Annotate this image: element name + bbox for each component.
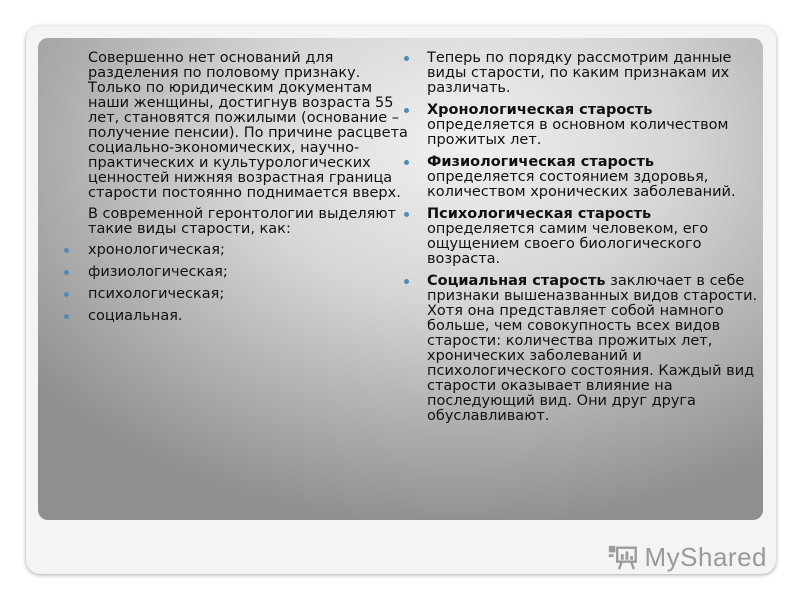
myshared-watermark xyxy=(607,540,767,574)
list-item xyxy=(427,103,763,148)
list-item xyxy=(427,207,763,267)
term: Социальная старость xyxy=(427,273,606,289)
presentation-board-icon xyxy=(607,542,639,572)
list-item: хронологическая; xyxy=(88,243,410,258)
right-column xyxy=(427,51,763,431)
term: Хронологическая старость xyxy=(427,102,653,118)
list-item xyxy=(427,51,763,96)
list-item xyxy=(427,155,763,200)
old-age-descriptions-list xyxy=(427,51,763,424)
list-item: физиологическая; xyxy=(88,265,410,280)
old-age-types-list xyxy=(88,243,410,324)
list-item: социальная. xyxy=(88,309,410,324)
description: определяется состоянием здоровья, количеством хронических заболеваний. xyxy=(427,169,736,200)
left-column xyxy=(88,51,410,331)
description: определяется в основном количеством прожитых лет. xyxy=(427,117,729,148)
description: заключает в себе признаки вышеназванных видов старости. Хотя она представляет собой намного больше, чем совокупность всех видов старости: количества прожитых лет, хронических заболеваний и психологического состояния. Каждый вид старости оказывает влияние на последующий вид. Они друг друга обуславливают. xyxy=(427,273,758,424)
intro-paragraph: Совершенно нет оснований для разделения по половому признаку. Только по юридическим документам наши женщины, достигнув возраста 55 лет, становятся пожилыми (основание – получение пенсии). По причине расцвета социально-экономических, научно-практических и культурологических ценностей нижняя возрастная граница старости постоянно поднимается вверх. xyxy=(88,50,408,201)
lead-in-paragraph: В современной геронтологии выделяют такие виды старости, как: xyxy=(88,206,397,237)
list-item: психологическая; xyxy=(88,287,410,302)
term: Психологическая старость xyxy=(427,206,652,222)
list-item xyxy=(427,274,763,424)
description: определяется самим человеком, его ощущением своего биологического возраста. xyxy=(427,221,709,267)
description: Теперь по порядку рассмотрим данные виды старости, по каким признакам их различать. xyxy=(427,50,732,96)
watermark-text: MyShared xyxy=(644,541,767,572)
term: Физиологическая старость xyxy=(427,154,655,170)
